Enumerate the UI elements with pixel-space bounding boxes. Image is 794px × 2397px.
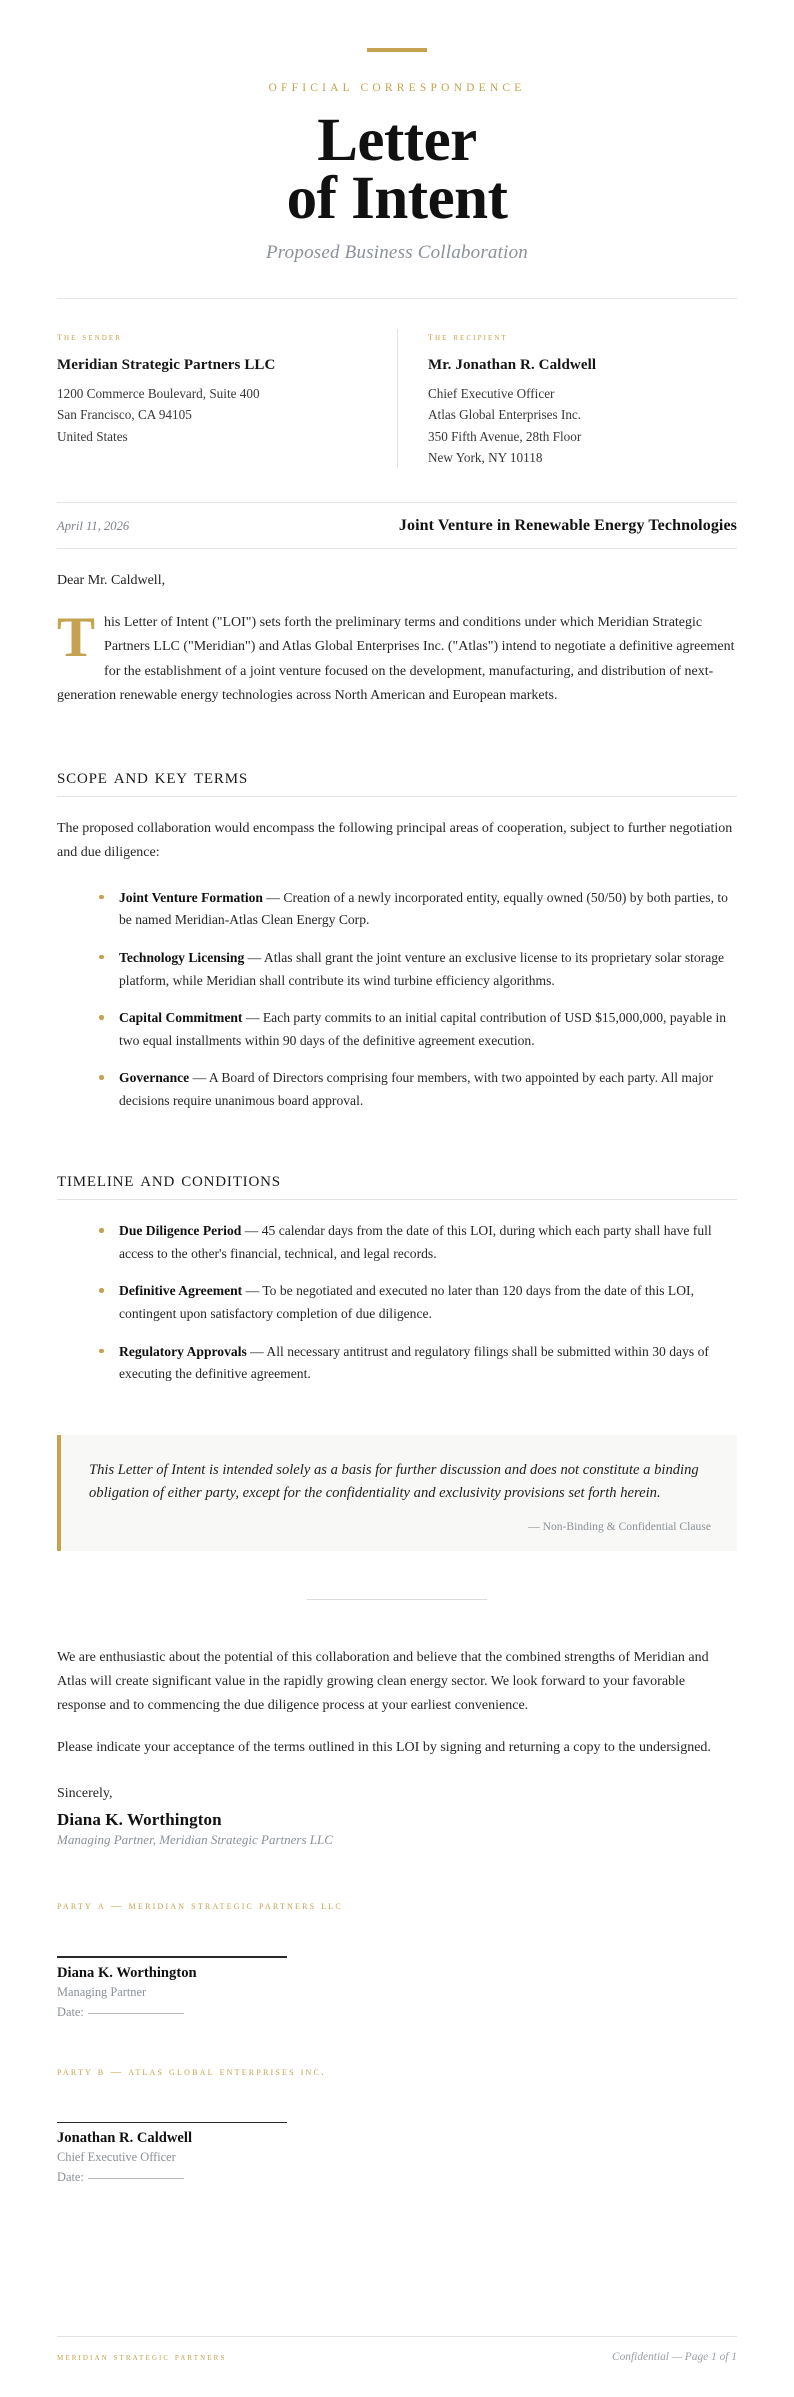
signer-role: Managing Partner, Meridian Strategic Partners LLC <box>57 1832 333 1848</box>
sender-address-line: San Francisco, CA 94105 <box>57 407 192 423</box>
list-item <box>119 1220 737 1265</box>
term-name: Capital Commitment <box>119 1010 243 1026</box>
sender-column <box>57 329 397 469</box>
term-text: — Creation of a newly incorporated entity, equally owned (50/50) by both parties, to be named Meridian-Atlas Clean Energy Corp. <box>119 889 728 928</box>
scope-terms-list <box>57 887 737 1113</box>
section-heading-rule <box>57 796 737 797</box>
party-b-role: Chief Executive Officer <box>57 2150 176 2165</box>
non-binding-callout <box>57 1435 737 1551</box>
party-b-name: Jonathan R. Caldwell <box>57 2130 193 2147</box>
list-item <box>119 947 737 992</box>
party-a-role: Managing Partner <box>57 1984 147 1999</box>
title-line-1: Letter <box>317 107 477 174</box>
section-timeline-and-conditions <box>57 1167 737 1400</box>
party-a-name: Diana K. Worthington <box>57 1964 197 1981</box>
term-text: — Each party commits to an initial capital contribution of USD $15,000,000, payable in two equal installments within 90 days of the definitive agreement execution. <box>119 1010 727 1048</box>
recipient-address-line: New York, NY 10118 <box>428 450 543 465</box>
letter-date: April 11, 2026 <box>57 519 130 534</box>
recipient-label: the recipient <box>428 328 508 343</box>
sender-label: the sender <box>57 328 123 343</box>
term-text: — Atlas shall grant the joint venture an exclusive license to its proprietary solar storage platform, while Meridian shall contribute its wind turbine efficiency algorithms. <box>119 949 725 988</box>
party-a-date-field[interactable] <box>57 2005 737 2020</box>
recipient-address-line: Atlas Global Enterprises Inc. <box>428 407 582 423</box>
section-heading: scope and key terms <box>57 763 248 788</box>
party-a-label: party a — meridian strategic partners llc <box>57 1900 343 1913</box>
term-text: — To be negotiated and executed no later than 120 days from the date of this LOI, contingent upon satisfactory completion of due diligence. <box>119 1283 694 1322</box>
term-name: Regulatory Approvals <box>119 1343 247 1359</box>
list-item <box>119 1341 737 1386</box>
masthead-divider <box>57 298 737 299</box>
salutation: Dear Mr. Caldwell, <box>57 573 166 589</box>
signature-block-party-a <box>57 1900 737 2019</box>
ornamental-divider <box>307 1599 487 1600</box>
recipient-address-line: 350 Fifth Avenue, 28th Floor <box>428 428 582 444</box>
term-name: Definitive Agreement <box>119 1283 243 1299</box>
party-b-label: party b — atlas global enterprises inc. <box>57 2065 326 2078</box>
party-b-signature-line[interactable] <box>57 2122 287 2123</box>
signature-block-party-b <box>57 2066 737 2185</box>
term-name: Governance <box>119 1070 190 1086</box>
term-text: — A Board of Directors comprising four members, with two appointed by each party. All major decisions require unanimous board approval. <box>119 1070 714 1108</box>
party-b-date-rule[interactable] <box>88 2178 184 2179</box>
meta-row <box>57 503 737 548</box>
scope-intro-paragraph: The proposed collaboration would encompass the following principal areas of cooperation, subject to further negotiation and due diligence: <box>57 820 733 860</box>
gold-accent-rule <box>367 48 427 52</box>
page-title <box>57 107 737 232</box>
footer-spacer <box>57 2185 737 2290</box>
sender-name: Meridian Strategic Partners LLC <box>57 356 276 373</box>
party-a-signature-line[interactable] <box>57 1956 287 1957</box>
eyebrow-label: OFFICIAL CORRESPONDENCE <box>268 82 526 94</box>
parties-block <box>57 329 737 469</box>
footer-brand: meridian strategic partners <box>57 2352 227 2363</box>
section-heading: timeline and conditions <box>57 1167 281 1192</box>
recipient-name: Mr. Jonathan R. Caldwell <box>428 356 597 373</box>
recipient-address-line: Chief Executive Officer <box>428 385 555 401</box>
list-item <box>119 1280 737 1325</box>
term-text: — 45 calendar days from the date of this LOI, during which each party shall have full access to the other's financial, technical, and legal records. <box>119 1223 712 1261</box>
list-item <box>119 1007 737 1052</box>
letter-subject: Joint Venture in Renewable Energy Technologies <box>398 517 737 535</box>
term-name: Technology Licensing <box>119 949 245 965</box>
callout-text: This Letter of Intent is intended solely as a basis for further discussion and does not constitute a binding obligation of either party, except for the confidentiality and exclusivity provisions set forth herein. <box>89 1461 699 1502</box>
page-footer <box>57 2336 737 2397</box>
sender-address-line: United States <box>57 428 128 444</box>
party-a-date-label: Date: <box>57 2004 84 2019</box>
sender-address-line: 1200 Commerce Boulevard, Suite 400 <box>57 385 260 401</box>
term-name: Joint Venture Formation <box>119 889 263 905</box>
lede-paragraph: This Letter of Intent ("LOI") sets forth the preliminary terms and conditions under which Meridian Strategic Partners LLC ("Meridian") and Atlas Global Enterprises Inc. ("Atlas") intend to negotiate a definitive agreement for the establishment of a joint venture focused on the development, manufacturing, and distribution of next-generation renewable energy technologies across North American and European markets. <box>57 606 735 703</box>
closing-block <box>57 1646 737 1848</box>
document-masthead <box>57 0 737 299</box>
party-b-date-label: Date: <box>57 2170 84 2185</box>
section-heading-rule <box>57 1199 737 1200</box>
title-line-2: of Intent <box>286 164 508 232</box>
closing-paragraph-2: Please indicate your acceptance of the terms outlined in this LOI by signing and returning a copy to the undersigned. <box>57 1740 711 1756</box>
recipient-column <box>397 329 737 469</box>
term-name: Due Diligence Period <box>119 1223 242 1239</box>
timeline-terms-list <box>57 1220 737 1385</box>
callout-attribution: — Non-Binding & Confidential Clause <box>528 1520 711 1533</box>
list-item <box>119 887 737 932</box>
party-a-date-rule[interactable] <box>88 2013 184 2014</box>
document-subtitle: Proposed Business Collaboration <box>265 241 528 263</box>
list-item <box>119 1067 737 1112</box>
section-scope-and-key-terms <box>57 764 737 1128</box>
letter-body <box>57 549 737 723</box>
footer-confidential-note: Confidential — Page 1 of 1 <box>612 2351 737 2363</box>
term-text: — All necessary antitrust and regulatory filings shall be submitted within 30 days of executing the definitive agreement. <box>119 1343 709 1382</box>
signer-name: Diana K. Worthington <box>57 1810 222 1830</box>
party-b-date-field[interactable] <box>57 2170 737 2185</box>
signoff: Sincerely, <box>57 1786 113 1802</box>
closing-paragraph-1: We are enthusiastic about the potential of this collaboration and believe that the combined strengths of Meridian and Atlas will create significant value in the rapidly growing clean energy sector. We look forward to your favorable response and to commencing the due diligence process at your earliest convenience. <box>57 1650 709 1714</box>
